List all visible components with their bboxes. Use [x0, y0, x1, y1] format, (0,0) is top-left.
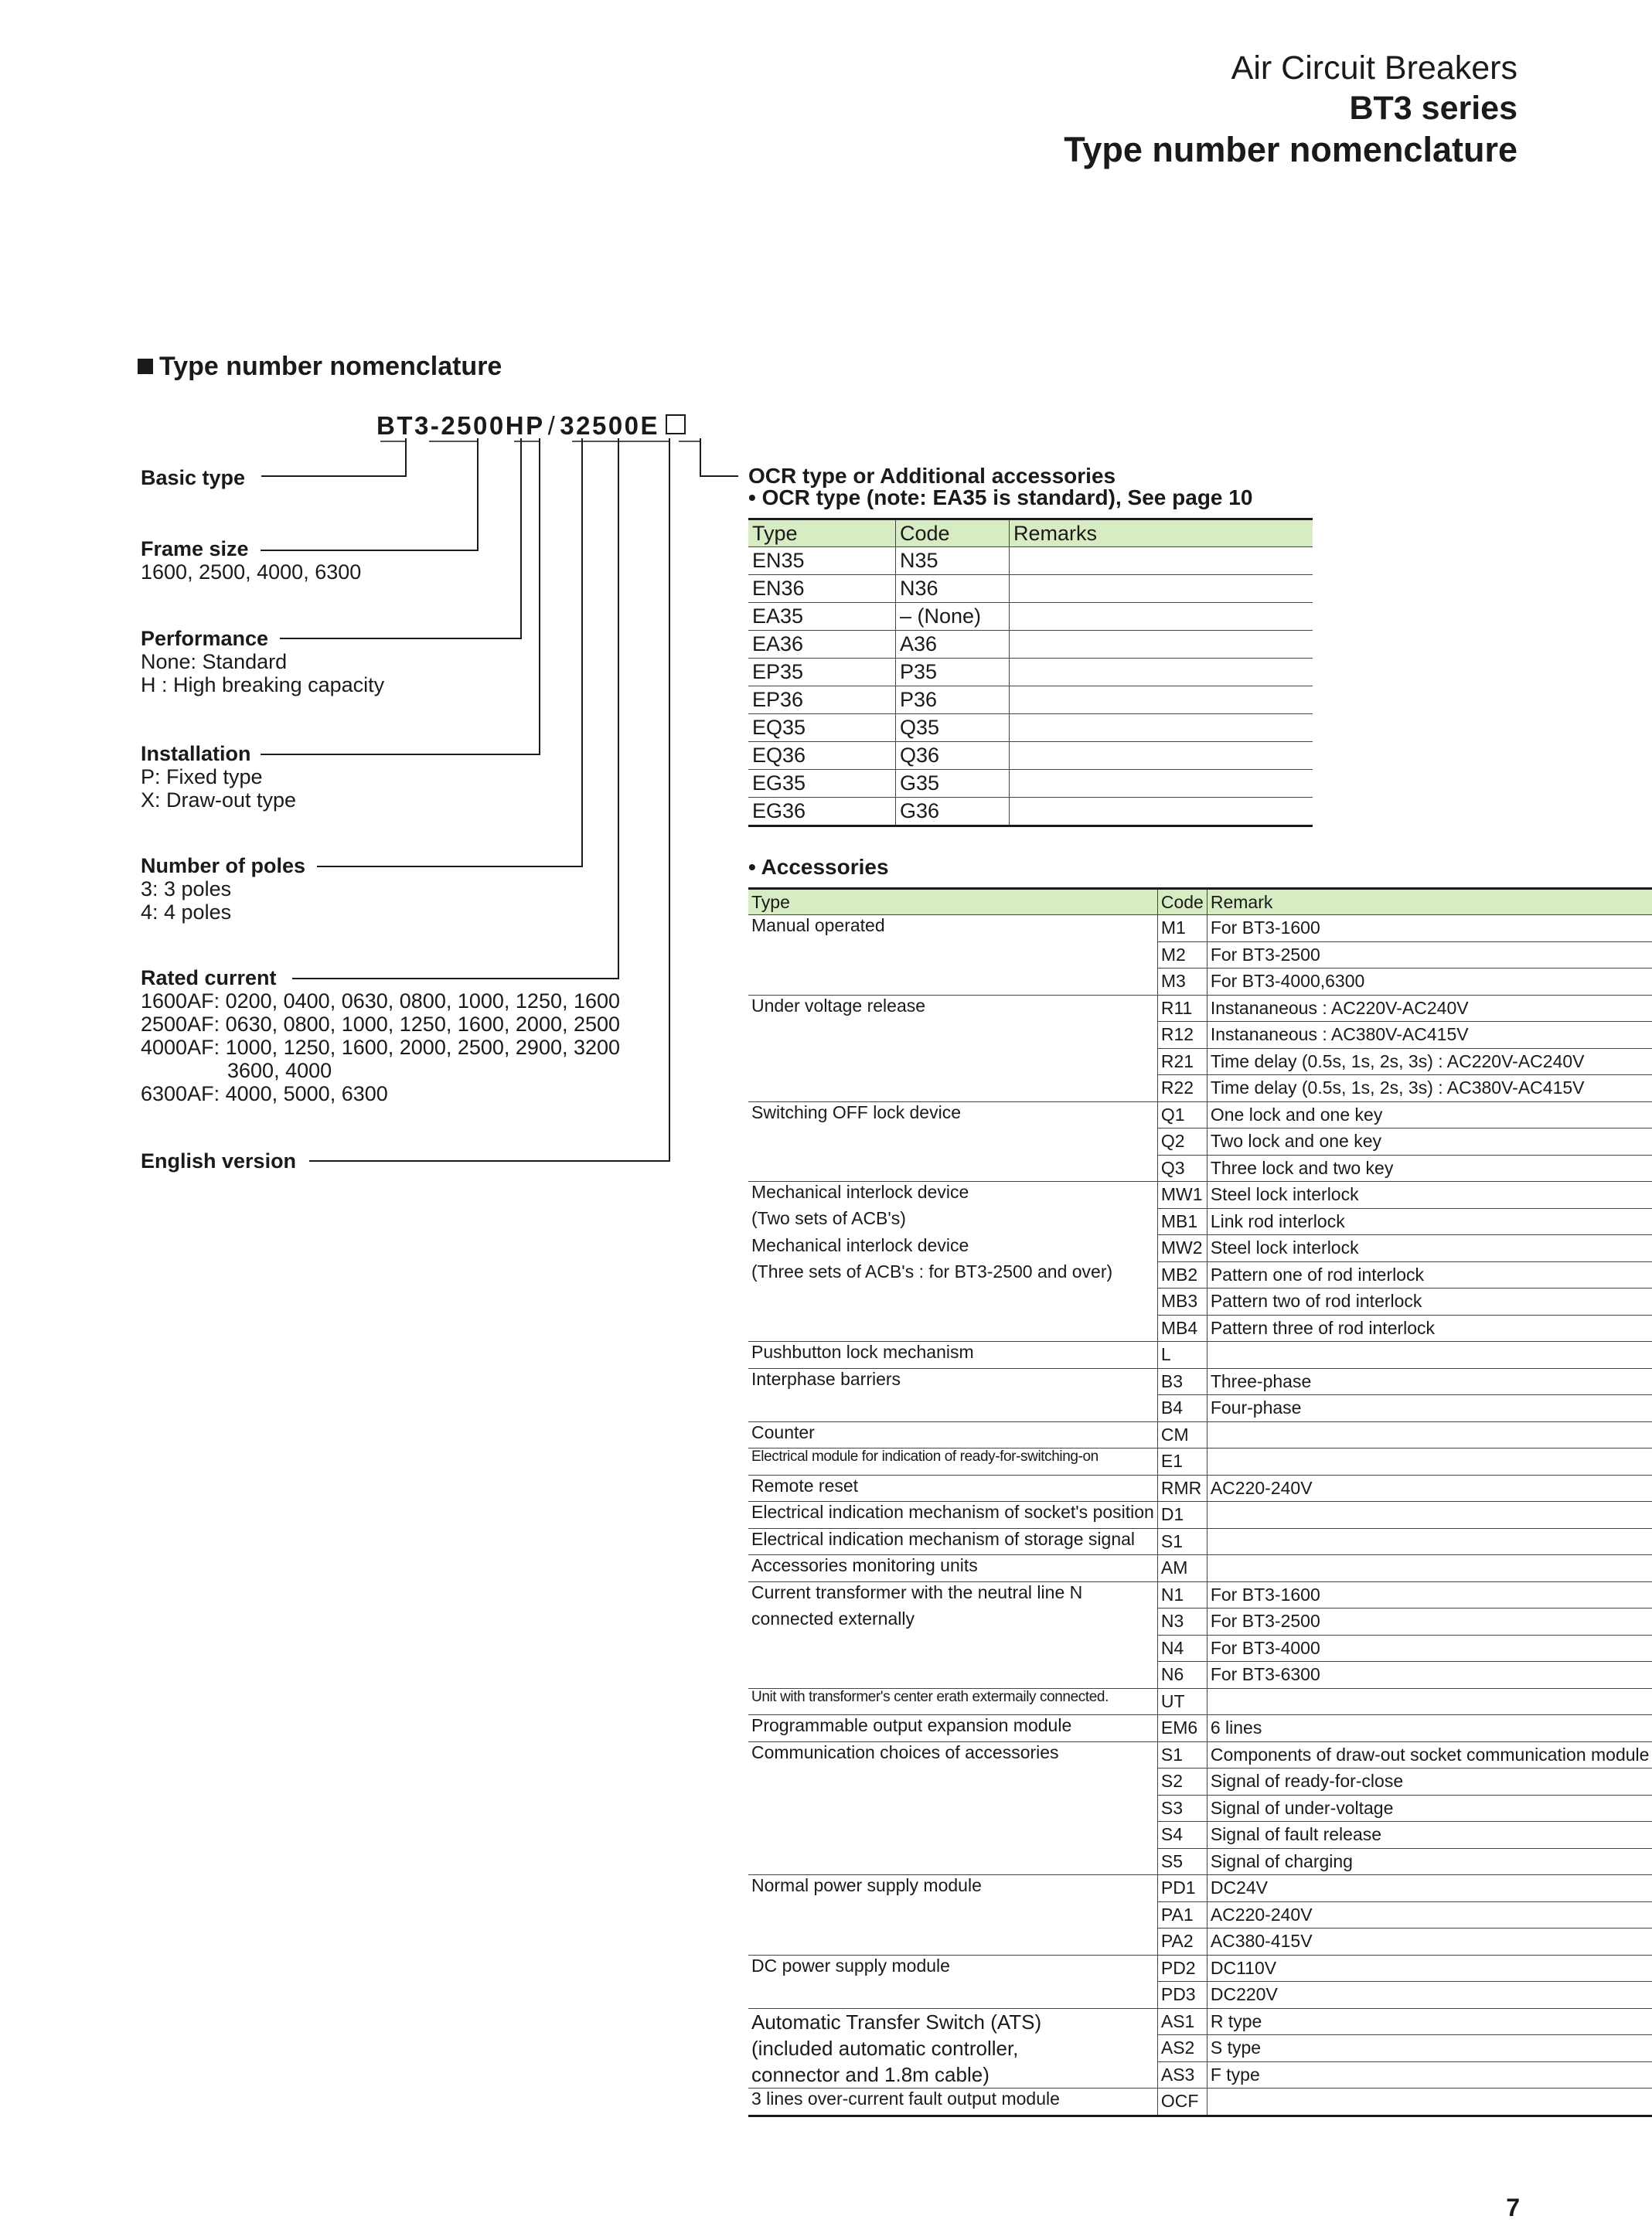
accessory-type-cell	[748, 1982, 1157, 2009]
accessory-code-cell: MB4	[1157, 1315, 1207, 1342]
table-row	[748, 1635, 1652, 1662]
accessory-remark-cell: DC220V	[1207, 1982, 1652, 2009]
accessory-type-cell	[748, 1315, 1157, 1342]
accessory-type-cell: Normal power supply module	[748, 1875, 1157, 1902]
table-header-row	[748, 519, 1313, 547]
accessory-remark-cell: S type	[1207, 2035, 1652, 2062]
ocr-code-cell: N35	[896, 547, 1010, 575]
table-row	[748, 2035, 1652, 2062]
table-row	[748, 1929, 1652, 1956]
table-row	[748, 1982, 1652, 2009]
ocr-remarks-cell	[1010, 714, 1313, 742]
accessory-remark-cell: For BT3-2500	[1207, 941, 1652, 969]
table-row	[748, 1208, 1652, 1235]
accessory-remark-cell: For BT3-2500	[1207, 1609, 1652, 1636]
column-header-code: Code	[896, 519, 1010, 547]
accessory-code-cell: PA1	[1157, 1901, 1207, 1929]
ocr-code-cell: G36	[896, 798, 1010, 826]
table-row	[748, 1875, 1652, 1902]
table-row	[748, 1342, 1652, 1369]
leader-ocr-type	[700, 438, 738, 476]
accessory-remark-cell: Signal of fault release	[1207, 1822, 1652, 1849]
ocr-type-table	[748, 518, 1313, 827]
table-row	[748, 1848, 1652, 1875]
accessory-type-cell: connector and 1.8m cable)	[748, 2061, 1157, 2089]
table-row	[748, 1368, 1652, 1395]
accessory-code-cell: N3	[1157, 1609, 1207, 1636]
accessory-type-cell	[748, 1929, 1157, 1956]
accessory-type-cell	[748, 1075, 1157, 1102]
option-box-icon	[666, 414, 686, 434]
table-row	[748, 995, 1652, 1022]
accessory-type-cell	[748, 1129, 1157, 1156]
table-row	[748, 1261, 1652, 1289]
table-row	[748, 1155, 1652, 1182]
ocr-remarks-cell	[1010, 631, 1313, 659]
accessory-code-cell: AS2	[1157, 2035, 1207, 2062]
table-row	[748, 969, 1652, 996]
table-row	[748, 1235, 1652, 1262]
ocr-remarks-cell	[1010, 547, 1313, 575]
accessory-code-cell: S5	[1157, 1848, 1207, 1875]
accessory-code-cell: N6	[1157, 1662, 1207, 1689]
accessory-code-cell: PD3	[1157, 1982, 1207, 2009]
accessory-code-cell: MB1	[1157, 1208, 1207, 1235]
leader-basic-type	[261, 438, 406, 476]
model-suffix: 32500E	[560, 411, 660, 440]
table-row	[748, 1795, 1652, 1822]
accessory-remark-cell: Two lock and one key	[1207, 1129, 1652, 1156]
table-row	[748, 742, 1313, 770]
accessory-remark-cell: AC380-415V	[1207, 1929, 1652, 1956]
accessory-remark-cell: Three-phase	[1207, 1368, 1652, 1395]
table-row	[748, 2061, 1652, 2089]
accessory-remark-cell: AC220-240V	[1207, 1475, 1652, 1502]
table-row	[748, 915, 1652, 942]
accessory-code-cell: B4	[1157, 1395, 1207, 1422]
accessory-type-cell	[748, 1022, 1157, 1049]
square-bullet-icon	[138, 359, 153, 374]
accessory-code-cell: Q3	[1157, 1155, 1207, 1182]
table-row	[748, 941, 1652, 969]
ocr-type-cell: EN35	[748, 547, 896, 575]
table-row	[748, 1075, 1652, 1102]
accessory-remark-cell: Signal of charging	[1207, 1848, 1652, 1875]
table-row	[748, 1395, 1652, 1422]
accessory-code-cell: AS1	[1157, 2008, 1207, 2035]
table-row	[748, 1502, 1652, 1529]
accessory-code-cell: UT	[1157, 1688, 1207, 1715]
accessory-code-cell: EM6	[1157, 1715, 1207, 1742]
accessory-code-cell: R12	[1157, 1022, 1207, 1049]
accessory-remark-cell: For BT3-6300	[1207, 1662, 1652, 1689]
accessory-code-cell: MW2	[1157, 1235, 1207, 1262]
table-row	[748, 631, 1313, 659]
accessory-remark-cell: DC24V	[1207, 1875, 1652, 1902]
accessory-code-cell: Q1	[1157, 1101, 1207, 1129]
accessory-type-cell: connected externally	[748, 1609, 1157, 1636]
accessory-type-cell: Electrical indication mechanism of storage signal	[748, 1528, 1157, 1555]
table-row	[748, 1528, 1652, 1555]
accessory-remark-cell: Instananeous : AC220V-AC240V	[1207, 995, 1652, 1022]
accessory-code-cell: MW1	[1157, 1182, 1207, 1209]
accessory-type-cell	[748, 1848, 1157, 1875]
accessory-remark-cell: AC220-240V	[1207, 1901, 1652, 1929]
accessory-type-cell: 3 lines over-current fault output module	[748, 2089, 1157, 2116]
accessory-code-cell: PD1	[1157, 1875, 1207, 1902]
ocr-type-cell: EQ36	[748, 742, 896, 770]
leader-frame-size	[261, 438, 478, 550]
accessory-code-cell: AM	[1157, 1555, 1207, 1582]
accessory-code-cell: R22	[1157, 1075, 1207, 1102]
accessory-remark-cell: Time delay (0.5s, 1s, 2s, 3s) : AC220V-AC240V	[1207, 1048, 1652, 1075]
ocr-code-cell: N36	[896, 575, 1010, 603]
table-row	[748, 1101, 1652, 1129]
table-header-row	[748, 889, 1652, 915]
accessory-remark-cell: Pattern one of rod interlock	[1207, 1261, 1652, 1289]
accessory-remark-cell	[1207, 2089, 1652, 2116]
ocr-heading: OCR type or Additional accessories • OCR type (note: EA35 is standard), See page 10	[748, 464, 1253, 509]
header-series: BT3 series	[1349, 90, 1517, 128]
column-header-remarks: Remarks	[1010, 519, 1313, 547]
leader-installation	[261, 438, 540, 754]
leader-rated-current	[292, 438, 618, 979]
accessory-code-cell: M3	[1157, 969, 1207, 996]
table-row	[748, 1741, 1652, 1769]
table-row	[748, 1048, 1652, 1075]
accessory-remark-cell: Components of draw-out socket communication module	[1207, 1741, 1652, 1769]
column-header-remark: Remark	[1207, 889, 1652, 915]
accessory-remark-cell: F type	[1207, 2061, 1652, 2089]
accessory-remark-cell	[1207, 1688, 1652, 1715]
accessory-type-cell	[748, 1048, 1157, 1075]
table-row	[748, 547, 1313, 575]
accessory-type-cell: (Three sets of ACB's : for BT3-2500 and over)	[748, 1261, 1157, 1289]
section-title: Type number nomenclature	[138, 352, 502, 382]
accessory-remark-cell: 6 lines	[1207, 1715, 1652, 1742]
accessory-code-cell: N4	[1157, 1635, 1207, 1662]
accessory-type-cell: Interphase barriers	[748, 1368, 1157, 1395]
accessory-type-cell: Manual operated	[748, 915, 1157, 942]
ocr-remarks-cell	[1010, 770, 1313, 798]
table-row	[748, 1475, 1652, 1502]
table-row	[748, 1901, 1652, 1929]
ocr-type-cell: EG36	[748, 798, 896, 826]
table-row	[748, 1822, 1652, 1849]
ocr-type-cell: EQ35	[748, 714, 896, 742]
table-row	[748, 798, 1313, 826]
accessories-heading: • Accessories	[748, 855, 889, 879]
column-header-type: Type	[748, 889, 1157, 915]
accessory-code-cell: S1	[1157, 1741, 1207, 1769]
page-number: 7	[1506, 2194, 1520, 2221]
accessory-type-cell: Switching OFF lock device	[748, 1101, 1157, 1129]
ocr-remarks-cell	[1010, 742, 1313, 770]
table-row	[748, 770, 1313, 798]
accessory-remark-cell: For BT3-4000,6300	[1207, 969, 1652, 996]
model-slash: /	[547, 411, 557, 440]
ocr-type-cell: EA36	[748, 631, 896, 659]
accessory-type-cell: (Two sets of ACB's)	[748, 1208, 1157, 1235]
accessory-remark-cell: R type	[1207, 2008, 1652, 2035]
table-row	[748, 575, 1313, 603]
page-header	[1064, 48, 1517, 172]
ocr-remarks-cell	[1010, 686, 1313, 714]
accessory-code-cell: S3	[1157, 1795, 1207, 1822]
label-english-version: English version	[141, 1149, 297, 1173]
label-number-of-poles: Number of poles 3: 3 poles 4: 4 poles	[141, 854, 306, 924]
label-rated-current: Rated current 1600AF: 0200, 0400, 0630, 0800, 1000, 1250, 1600 2500AF: 0630, 0800, 1000, 1250, 1600, 2000, 2500 4000AF: 1000, 1250, 1600, 2000, 2500, 2900, 3200 3600, 4000 6300AF: 4000, 5000, 6300	[141, 966, 621, 1105]
table-row	[748, 1715, 1652, 1742]
table-row	[748, 1129, 1652, 1156]
accessories-table	[748, 887, 1652, 2117]
label-performance: Performance None: Standard H : High breaking capacity	[141, 627, 385, 696]
accessory-remark-cell: For BT3-1600	[1207, 915, 1652, 942]
table-row	[748, 1688, 1652, 1715]
header-category: Air Circuit Breakers	[1231, 49, 1517, 87]
accessory-type-cell	[748, 969, 1157, 996]
label-basic-type: Basic type	[141, 466, 246, 489]
ocr-code-cell: G35	[896, 770, 1010, 798]
ocr-type-cell: EN36	[748, 575, 896, 603]
table-row	[748, 1955, 1652, 1982]
ocr-type-cell: EP36	[748, 686, 896, 714]
accessory-remark-cell: Three lock and two key	[1207, 1155, 1652, 1182]
accessory-code-cell: S2	[1157, 1769, 1207, 1796]
table-row	[748, 1421, 1652, 1449]
ocr-remarks-cell	[1010, 798, 1313, 826]
header-topic: Type number nomenclature	[1064, 129, 1517, 169]
table-row	[748, 1609, 1652, 1636]
accessory-remark-cell	[1207, 1555, 1652, 1582]
accessory-code-cell: L	[1157, 1342, 1207, 1369]
accessory-type-cell	[748, 1635, 1157, 1662]
ocr-code-cell: P35	[896, 659, 1010, 686]
accessory-type-cell: Communication choices of accessories	[748, 1741, 1157, 1769]
ocr-remarks-cell	[1010, 575, 1313, 603]
accessory-code-cell: MB2	[1157, 1261, 1207, 1289]
accessory-type-cell: Remote reset	[748, 1475, 1157, 1502]
accessory-type-cell: Mechanical interlock device	[748, 1235, 1157, 1262]
table-row	[748, 1182, 1652, 1209]
accessory-type-cell	[748, 1155, 1157, 1182]
accessory-code-cell: R11	[1157, 995, 1207, 1022]
accessory-code-cell: S4	[1157, 1822, 1207, 1849]
ocr-code-cell: – (None)	[896, 603, 1010, 631]
table-row	[748, 1289, 1652, 1316]
accessory-remark-cell	[1207, 1342, 1652, 1369]
accessory-type-cell: Counter	[748, 1421, 1157, 1449]
table-row	[748, 1555, 1652, 1582]
accessory-remark-cell	[1207, 1449, 1652, 1476]
accessory-type-cell: Programmable output expansion module	[748, 1715, 1157, 1742]
ocr-type-cell: EA35	[748, 603, 896, 631]
accessory-remark-cell: Four-phase	[1207, 1395, 1652, 1422]
accessory-remark-cell: For BT3-4000	[1207, 1635, 1652, 1662]
accessory-type-cell	[748, 941, 1157, 969]
accessory-code-cell: MB3	[1157, 1289, 1207, 1316]
accessory-code-cell: R21	[1157, 1048, 1207, 1075]
ocr-code-cell: A36	[896, 631, 1010, 659]
ocr-remarks-cell	[1010, 659, 1313, 686]
accessory-code-cell: PD2	[1157, 1955, 1207, 1982]
accessory-code-cell: S1	[1157, 1528, 1207, 1555]
accessory-code-cell: RMR	[1157, 1475, 1207, 1502]
label-frame-size: Frame size 1600, 2500, 4000, 6300	[141, 537, 362, 584]
accessory-code-cell: M1	[1157, 915, 1207, 942]
table-row	[748, 1581, 1652, 1609]
model-prefix: BT3-2500HP	[376, 411, 545, 440]
accessory-type-cell: (included automatic controller,	[748, 2035, 1157, 2062]
accessory-remark-cell: DC110V	[1207, 1955, 1652, 1982]
accessory-type-cell	[748, 1289, 1157, 1316]
ocr-remarks-cell	[1010, 603, 1313, 631]
accessory-remark-cell: Steel lock interlock	[1207, 1182, 1652, 1209]
accessory-remark-cell: For BT3-1600	[1207, 1581, 1652, 1609]
accessory-remark-cell	[1207, 1528, 1652, 1555]
table-row	[748, 686, 1313, 714]
accessory-type-cell	[748, 1769, 1157, 1796]
accessory-type-cell: Electrical module for indication of ready-for-switching-on	[748, 1449, 1157, 1476]
accessory-code-cell: OCF	[1157, 2089, 1207, 2116]
table-row	[748, 1769, 1652, 1796]
column-header-code: Code	[1157, 889, 1207, 915]
table-row	[748, 1022, 1652, 1049]
accessory-code-cell: CM	[1157, 1421, 1207, 1449]
accessory-type-cell: Mechanical interlock device	[748, 1182, 1157, 1209]
accessory-remark-cell: Steel lock interlock	[1207, 1235, 1652, 1262]
table-row	[748, 2089, 1652, 2116]
accessory-code-cell: N1	[1157, 1581, 1207, 1609]
model-code	[376, 411, 686, 441]
ocr-code-cell: P36	[896, 686, 1010, 714]
accessory-type-cell	[748, 1795, 1157, 1822]
accessory-code-cell: Q2	[1157, 1129, 1207, 1156]
ocr-type-cell: EP35	[748, 659, 896, 686]
accessory-remark-cell: Instananeous : AC380V-AC415V	[1207, 1022, 1652, 1049]
accessory-type-cell: Electrical indication mechanism of socket's position	[748, 1502, 1157, 1529]
accessory-remark-cell	[1207, 1421, 1652, 1449]
ocr-code-cell: Q36	[896, 742, 1010, 770]
accessory-type-cell: Pushbutton lock mechanism	[748, 1342, 1157, 1369]
accessory-type-cell: Under voltage release	[748, 995, 1157, 1022]
accessory-remark-cell: One lock and one key	[1207, 1101, 1652, 1129]
table-row	[748, 1662, 1652, 1689]
accessory-code-cell: D1	[1157, 1502, 1207, 1529]
accessory-type-cell: Automatic Transfer Switch (ATS)	[748, 2008, 1157, 2035]
accessory-type-cell	[748, 1662, 1157, 1689]
label-installation: Installation P: Fixed type X: Draw-out type	[141, 742, 297, 812]
ocr-code-cell: Q35	[896, 714, 1010, 742]
accessory-type-cell	[748, 1395, 1157, 1422]
accessory-code-cell: AS3	[1157, 2061, 1207, 2089]
accessory-remark-cell: Link rod interlock	[1207, 1208, 1652, 1235]
table-row	[748, 714, 1313, 742]
accessory-code-cell: M2	[1157, 941, 1207, 969]
table-row	[748, 2008, 1652, 2035]
accessory-type-cell: Accessories monitoring units	[748, 1555, 1157, 1582]
accessory-remark-cell	[1207, 1502, 1652, 1529]
accessory-remark-cell: Pattern two of rod interlock	[1207, 1289, 1652, 1316]
accessory-type-cell	[748, 1901, 1157, 1929]
accessory-code-cell: E1	[1157, 1449, 1207, 1476]
accessory-type-cell: Unit with transformer's center erath extermaily connected.	[748, 1688, 1157, 1715]
table-row	[748, 659, 1313, 686]
accessory-type-cell	[748, 1822, 1157, 1849]
table-row	[748, 603, 1313, 631]
accessory-code-cell: PA2	[1157, 1929, 1207, 1956]
accessory-remark-cell: Pattern three of rod interlock	[1207, 1315, 1652, 1342]
column-header-type: Type	[748, 519, 896, 547]
accessory-type-cell: Current transformer with the neutral line N	[748, 1581, 1157, 1609]
table-row	[748, 1315, 1652, 1342]
accessory-remark-cell: Signal of under-voltage	[1207, 1795, 1652, 1822]
accessory-code-cell: B3	[1157, 1368, 1207, 1395]
accessory-remark-cell: Signal of ready-for-close	[1207, 1769, 1652, 1796]
accessory-remark-cell: Time delay (0.5s, 1s, 2s, 3s) : AC380V-AC415V	[1207, 1075, 1652, 1102]
accessory-type-cell: DC power supply module	[748, 1955, 1157, 1982]
ocr-type-cell: EG35	[748, 770, 896, 798]
table-row	[748, 1449, 1652, 1476]
